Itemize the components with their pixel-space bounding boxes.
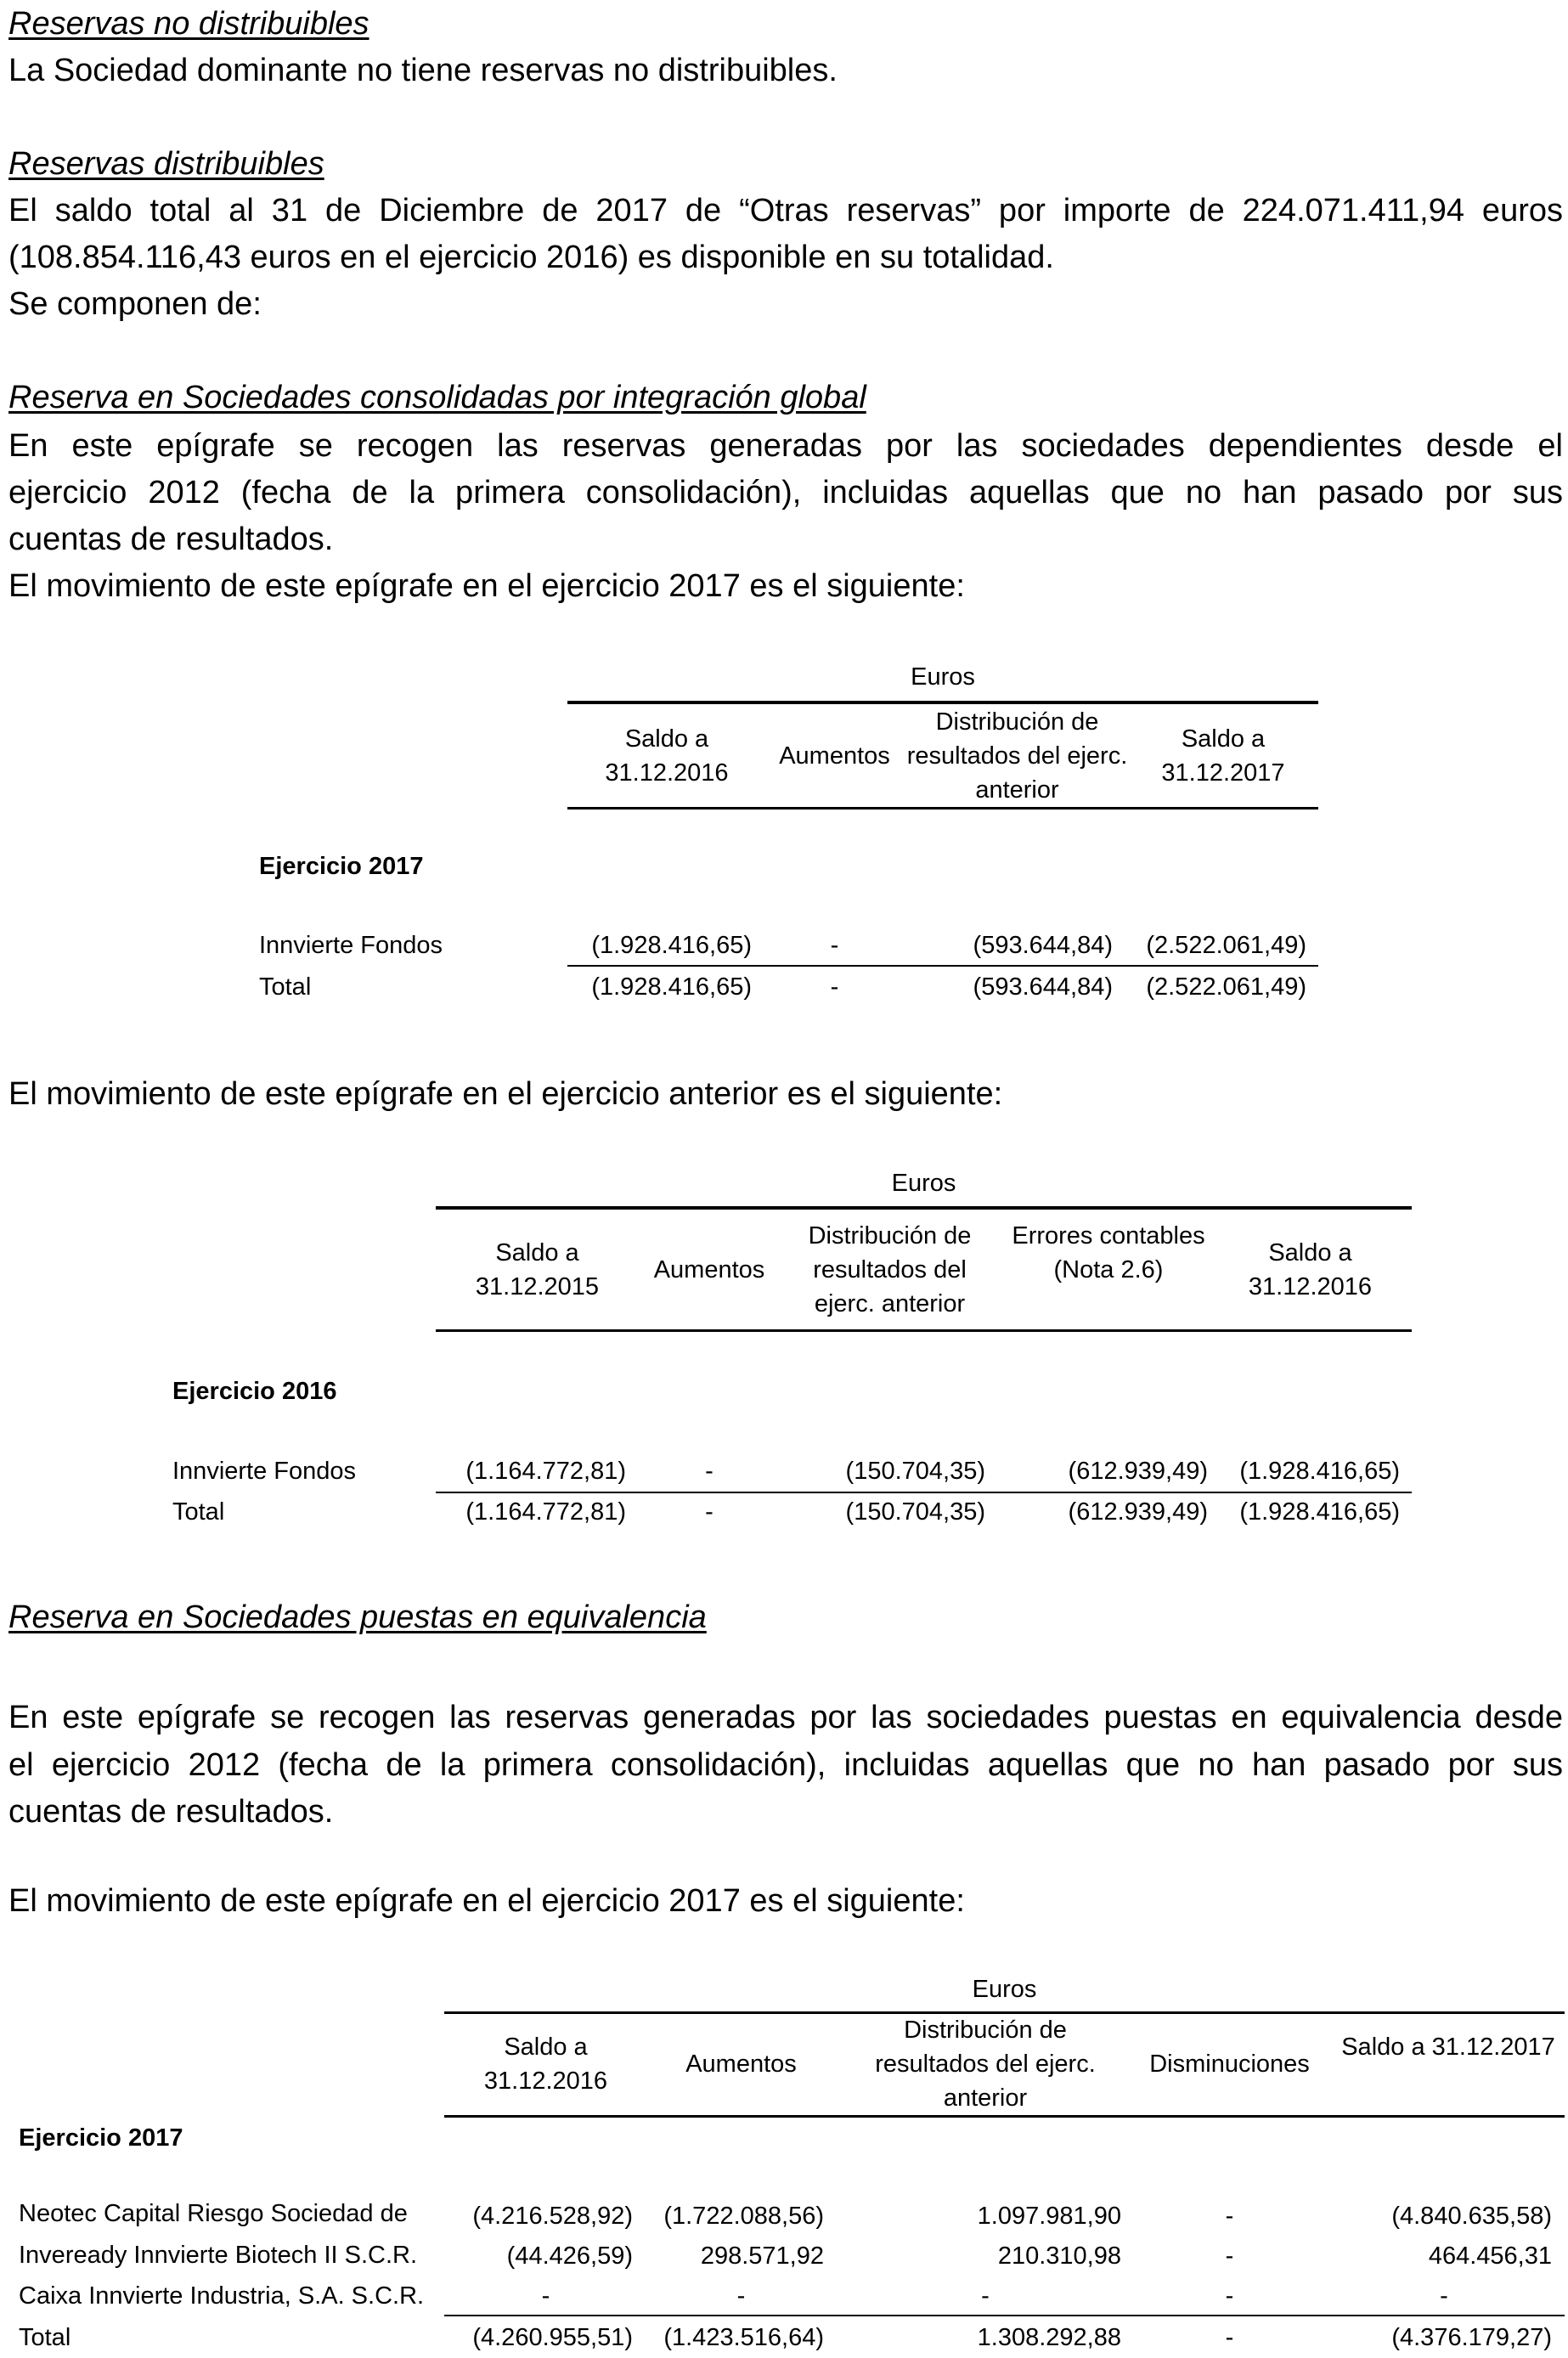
table-cell: 210.310,98: [997, 2242, 1121, 2270]
paragraph-global-intro-2017: El movimiento de este epígrafe en el ejercicio 2017 es el siguiente:: [8, 568, 965, 604]
table-total-cell: (4.260.955,51): [472, 2324, 633, 2351]
table-header-saldo-final: Saldo a 31.12.2017: [1341, 2034, 1555, 2061]
table-cell: (44.426,59): [506, 2242, 633, 2270]
table-cell: -: [541, 2282, 550, 2310]
table-header-errores-contables: Errores contables (Nota 2.6): [1012, 1222, 1205, 1283]
table-section-label: Ejercicio 2017: [259, 853, 424, 880]
section-title-equivalencia: Reserva en Sociedades puestas en equivalencia: [8, 1599, 707, 1635]
paragraph-distribuibles-line1: El saldo total al 31 de Diciembre de 2017 de “Otras reservas” por importe de 224.071.411,94 euros: [8, 193, 1563, 228]
table-cell: 1.097.981,90: [977, 2203, 1121, 2230]
table-cell: -: [981, 2282, 990, 2310]
table-total-cell: (593.644,84): [973, 973, 1113, 1001]
table-header-aumentos: Aumentos: [685, 2051, 797, 2078]
table-row-label: Caixa Innvierte Industria, S.A. S.C.R.: [19, 2282, 425, 2310]
table-cell: -: [1440, 2282, 1448, 2310]
table-cell: 298.571,92: [700, 2242, 824, 2270]
table-cell: (2.522.061,49): [1146, 932, 1306, 959]
table-cell: (4.216.528,92): [472, 2203, 633, 2230]
table-row-label: Innvierte Fondos: [172, 1458, 357, 1485]
table-header-saldo-final: Saldo a 31.12.2016: [1248, 1239, 1373, 1300]
paragraph-distribuibles-line3: Se componen de:: [8, 286, 262, 322]
table-total-cell: -: [705, 1498, 713, 1526]
table-header-saldo-inicial: Saldo a 31.12.2016: [483, 2034, 608, 2095]
table-total-cell: -: [1225, 2324, 1234, 2351]
table-currency-label: Euros: [972, 1976, 1037, 2003]
table-cell: (593.644,84): [973, 932, 1113, 959]
table-header-disminuciones: Disminuciones: [1149, 2051, 1310, 2078]
paragraph-equiv-line1: En este epígrafe se recogen las reservas generadas por las sociedades puestas en equivalencia desde: [8, 1700, 1563, 1735]
table-cell: -: [1225, 2203, 1234, 2230]
table-header-saldo-inicial: Saldo a 31.12.2015: [475, 1239, 600, 1300]
table-cell: (1.722.088,56): [663, 2203, 824, 2230]
table-header-rule: [436, 1329, 1412, 1332]
table-row-label: Innvierte Fondos: [259, 932, 443, 959]
table-section-label: Ejercicio 2016: [172, 1378, 337, 1405]
table-cell: -: [736, 2282, 746, 2310]
table-header-distribucion: Distribución de resultados del ejerc. anterior: [808, 1222, 972, 1317]
table-header-rule: [567, 807, 1318, 810]
table-header-saldo-final: Saldo a 31.12.2017: [1161, 725, 1285, 787]
table-total-cell: (2.522.061,49): [1146, 973, 1306, 1001]
section-title-distribuibles: Reservas distribuibles: [8, 146, 324, 182]
table-total-label: Total: [19, 2324, 71, 2351]
table-header-aumentos: Aumentos: [779, 742, 890, 770]
table-header-saldo-inicial: Saldo a 31.12.2016: [605, 725, 729, 787]
table-currency-label: Euros: [891, 1170, 956, 1197]
table-total-cell: (612.939,49): [1068, 1498, 1208, 1526]
table-total-cell: (150.704,35): [845, 1498, 985, 1526]
table-total-rule: [444, 2315, 1565, 2316]
table-total-cell: (1.164.772,81): [465, 1498, 626, 1526]
table-total-cell: (1.423.516,64): [663, 2324, 824, 2351]
paragraph-equiv-line2: el ejercicio 2012 (fecha de la primera consolidación), incluidas aquellas que no han pasado por sus: [8, 1747, 1563, 1783]
section-title-no-distribuibles: Reservas no distribuibles: [8, 6, 369, 42]
table-top-rule: [436, 1206, 1412, 1210]
paragraph-equiv-intro-2017: El movimiento de este epígrafe en el ejercicio 2017 es el siguiente:: [8, 1883, 965, 1919]
table-cell: -: [1225, 2282, 1234, 2310]
table-total-rule: [567, 965, 1318, 967]
paragraph-global-line3: cuentas de resultados.: [8, 522, 334, 557]
table-total-cell: (4.376.179,27): [1391, 2324, 1552, 2351]
table-total-rule: [436, 1492, 1412, 1493]
table-header-distribucion: Distribución de resultados del ejerc. anterior: [875, 2017, 1096, 2112]
paragraph-global-line2: ejercicio 2012 (fecha de la primera consolidación), incluidas aquellas que no han pasado por sus: [8, 475, 1563, 511]
table-cell: (1.928.416,65): [591, 932, 752, 959]
table-top-rule: [567, 701, 1318, 704]
table-total-cell: (1.928.416,65): [1239, 1498, 1400, 1526]
table-header-aumentos: Aumentos: [653, 1256, 765, 1283]
table-header-rule: [444, 2115, 1565, 2118]
table-total-cell: 1.308.292,88: [977, 2324, 1121, 2351]
table-header-distribucion: Distribución de resultados del ejerc. anterior: [906, 708, 1128, 804]
table-cell: -: [830, 932, 839, 959]
table-cell: (612.939,49): [1068, 1458, 1208, 1485]
paragraph-distribuibles-line2: (108.854.116,43 euros en el ejercicio 2016) es disponible en su totalidad.: [8, 240, 1054, 275]
table-section-label: Ejercicio 2017: [19, 2124, 183, 2152]
section-title-integracion-global: Reserva en Sociedades consolidadas por integración global: [8, 380, 866, 415]
table-cell: (1.928.416,65): [1239, 1458, 1400, 1485]
paragraph-global-intro-previous: El movimiento de este epígrafe en el ejercicio anterior es el siguiente:: [8, 1076, 1003, 1112]
table-total-cell: -: [830, 973, 839, 1001]
table-total-label: Total: [172, 1498, 225, 1526]
table-cell: 464.456,31: [1428, 2242, 1552, 2270]
table-cell: -: [1225, 2242, 1234, 2270]
table-cell: (150.704,35): [845, 1458, 985, 1485]
paragraph-equiv-line3: cuentas de resultados.: [8, 1794, 334, 1830]
table-cell: (1.164.772,81): [465, 1458, 626, 1485]
table-total-label: Total: [259, 973, 312, 1001]
paragraph-global-line1: En este epígrafe se recogen las reservas generadas por las sociedades dependientes desde el: [8, 428, 1563, 464]
table-currency-label: Euros: [911, 663, 975, 691]
paragraph-no-distribuibles: La Sociedad dominante no tiene reservas no distribuibles.: [8, 53, 838, 88]
table-total-cell: (1.928.416,65): [591, 973, 752, 1001]
table-row-label: Inveready Innvierte Biotech II S.C.R.: [19, 2242, 418, 2269]
table-cell: (4.840.635,58): [1391, 2203, 1552, 2230]
table-row-label: Neotec Capital Riesgo Sociedad de: [19, 2200, 408, 2227]
table-cell: -: [705, 1458, 713, 1485]
